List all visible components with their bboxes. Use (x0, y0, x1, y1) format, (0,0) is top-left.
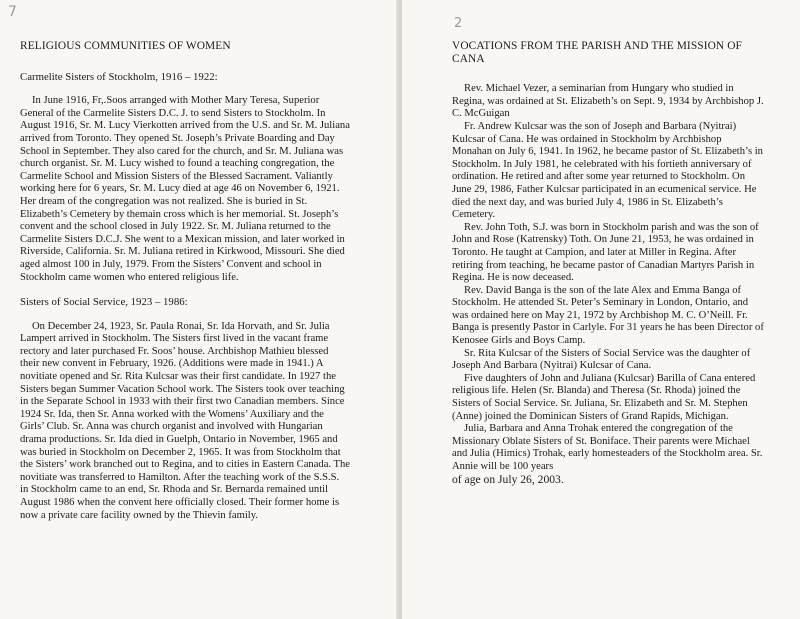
paragraph-vezer: Rev. Michael Vezer, a seminarian from Hungary who studied in Regina, was ordained at St. Elizabeth’s on Sept. 9, 1934 by Archbishop J. C. McGuigan (452, 83, 764, 120)
paragraph-banga: Rev. David Banga is the son of the late Alex and Emma Banga of Stockholm. He attended St. Peter’s Seminary in London, Ontario, and was ordained here on May 21, 1972 by Archbishop M. C. O’Neill. Fr. Banga is presently Pastor in Carlyle. For 31 years he has been Director of Kenosee Girls and Boys Camp. (452, 284, 764, 347)
left-page-mark: 7 (8, 4, 17, 20)
right-page-mark: 2 (454, 16, 463, 31)
left-page (0, 0, 398, 619)
paragraph-kulcsar: Fr. Andrew Kulcsar was the son of Joseph and Barbara (Nyitrai) Kulcsar of Cana. He was ordained in Stockholm by Archbishop Monahan on July 6, 1941. In 1962, he became pastor of St. Elizabeth’s in Stockholm. In July 1981, he celebrated with his fortieth anniversary of ordination. He retired and after some year returned to Stockholm. On June 29, 1986, Father Kulcsar participated in an ecumenical service. He died the next day, and was buried July 4, 1986 in St. Elizabeth’s Cemetery. (452, 120, 763, 221)
left-column (20, 40, 350, 522)
section-heading-carmelite: Carmelite Sisters of Stockholm, 1916 – 1922: (20, 70, 218, 83)
paragraph-barilla: Five daughters of John and Juliana (Kulcsar) Barilla of Cana entered religious life. Helen (Sr. Blanda) and Theresa (Sr. Rhoda) joined the Sisters of Social Service. Sr. Juliana, Sr. Elizabeth and Sr. M. Stephen (Anne) joined the Dominican Sisters of Grand Rapids, Michigan. (452, 372, 756, 422)
paragraph-social-service: On December 24, 1923, Sr. Paula Ronai, Sr. Ida Horvath, and Sr. Julia Lampert arrived in Stockholm. The Sisters first lived in the vacant frame rectory and later purchased Fr. Soos’ house. Archbishop Mathieu blessed their new convent in February, 1926. (Additions were made in 1941.) A novitiate opened and Sr. Rita Kulcsar was their first candidate. In 1927 the Sisters began Summer Vacation School work. The Sisters took over teaching in the Separate School in 1933 with their first two Canadian members. Since 1924 Sr. Ida, then Sr. Anna worked with the Womens’ Auxiliary and the Girls’ Club. Sr. Anna was church organist and involved with Hungarian drama productions. Sr. Ida died in Guelph, Ontario in November, 1965 and was buried in Stockholm on December 2, 1965. It was from Stockholm that the Sisters’ work branched out to Regina, and to cities in Eastern Canada. The novitiate was transferred to Hamilton. After the teaching work of the S.S.S. in Stockholm came to an end, Sr. Rhoda and Sr. Bernarda remained until August 1986 when the convent here officially closed. Their former home is now a private care facility owned by the Thievin family. (20, 320, 350, 521)
paragraph-rita-kulcsar: Sr. Rita Kulcsar of the Sisters of Social Service was the daughter of Joseph And Barbara (Nyitrai) Kulcsar of Cana. (452, 347, 751, 372)
left-page-title: RELIGIOUS COMMUNITIES OF WOMEN (20, 40, 231, 52)
closing-line: of age on July 26, 2003. (452, 472, 564, 486)
section-heading-social-service: Sisters of Social Service, 1923 – 1986: (20, 296, 188, 309)
right-page (402, 0, 800, 619)
paragraph-carmelite: In June 1916, Fr,.Soos arranged with Mother Mary Teresa, Superior General of the Carmelite Sisters D.C. J. to send Sisters to Stockholm. In August 1916, Sr. M. Lucy Vierkotten arrived from the U.S. and Sr. M. Juliana arrived from Toronto. They opened St. Joseph’s Private Boarding and Day School in September. They also cared for the church, and Sr. M. Juliana was church organist. Sr. M. Lucy wished to found a teaching congregation, the Carmelite School and Mission Sisters of the Blessed Sacrament. Valiantly working here for 6 years, Sr. M. Lucy died at age 46 on November 6, 1921. Her dream of the congregation was not realized. She is buried in St. Elizabeth’s Cemetery by themain cross which is her memorial. St. Joseph’s convent and the school closed in July 1922. Sr. M. Juliana returned to the Carmelite Sisters D.C.J. She went to a Mexican mission, and later worked in Riverside, California. Sr. M. Juliana retired in Kirkwood, Missouri. She died aged almost 100 in July, 1979. From the Sisters’ Convent and school in Stockholm came women who entered religious life. (20, 95, 350, 283)
paragraph-toth: Rev. John Toth, S.J. was born in Stockholm parish and was the son of John and Rose (Katrensky) Toth. On June 21, 1953, he was ordained in Toronto. He taught at Campion, and later at Miller in Regina. After retiring from teaching, he became pastor of Canadian Martyrs Parish in Regina. He is now deceased. (452, 221, 759, 284)
right-page-title: VOCATIONS FROM THE PARISH AND THE MISSION OF CANA (452, 40, 742, 65)
right-column (452, 40, 764, 486)
paragraph-trohak: Julia, Barbara and Anna Trohak entered the congregation of the Missionary Oblate Sisters of St. Boniface. Their parents were Michael and Julia (Himics) Trohak, early homesteaders of the Stockholm area. Sr. Annie will be 100 years (452, 423, 763, 472)
